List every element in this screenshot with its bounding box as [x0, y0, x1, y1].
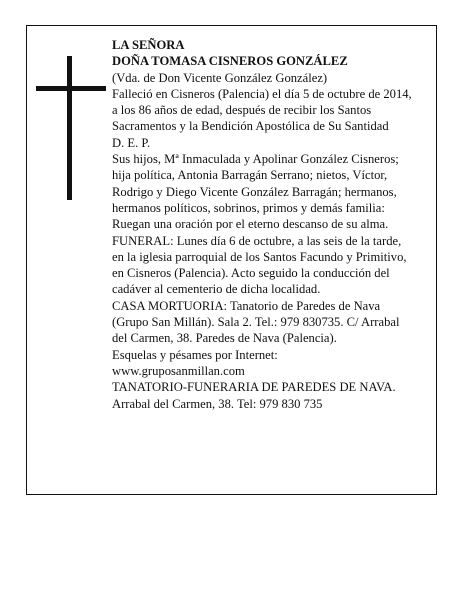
cross-horizontal-bar: [36, 86, 106, 91]
funeral-home: TANATORIO-FUNERARIA DE PAREDES DE NAVA. Arrabal del Carmen, 38. Tel: 979 830 735: [112, 380, 396, 411]
mortuary-details: CASA MORTUORIA: Tanatorio de Paredes de Nava (Grupo San Millán). Sala 2. Tel.: 979 830735. C/ Arrabal del Carmen, 38. Paredes de Nava (Palencia).: [112, 298, 400, 346]
death-info: Falleció en Cisneros (Palencia) el día 5 de octubre de 2014, a los 86 años de edad, después de recibir los Santos Sacramentos y la Bendición Apostólica de Su Santidad: [112, 86, 412, 134]
funeral-details: FUNERAL: Lunes día 6 de octubre, a las seis de la tarde, en la iglesia parroquial de los Santos Facundo y Primitivo, en Cisneros (Palencia). Acto seguido la conducción del cadáver al cementerio de dicha localidad.: [112, 233, 407, 297]
internet-label: Esquelas y pésames por Internet:: [112, 347, 278, 362]
family-list: Sus hijos, Mª Inmaculada y Apolinar González Cisneros; hija política, Antonia Barragán Serrano; nietos, Víctor, Rodrigo y Diego Vicente González Barragán; hermanos, hermanos políticos, sobrinos, primos y demás familia:: [112, 152, 399, 215]
cross-icon: [36, 56, 106, 200]
prayer-request: Ruegan una oración por el eterno descanso de su alma.: [112, 217, 389, 232]
obituary-text: [112, 37, 412, 412]
cross-vertical-bar: [67, 56, 72, 200]
deceased-name: DOÑA TOMASA CISNEROS GONZÁLEZ: [112, 54, 348, 69]
rip: D. E. P.: [112, 135, 151, 150]
website-link[interactable]: www.gruposanmillan.com: [112, 363, 245, 378]
widow-of: (Vda. de Don Vicente González González): [112, 70, 328, 85]
title-line: LA SEÑORA: [112, 38, 185, 52]
